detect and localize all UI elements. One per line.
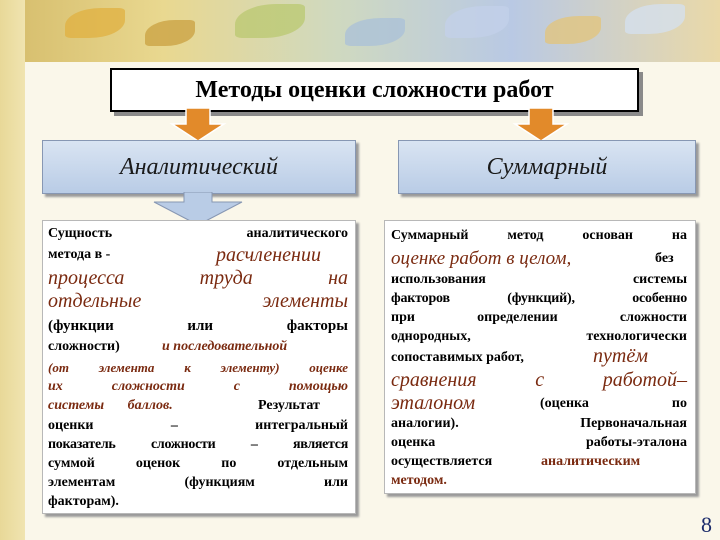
right-line-1: Суммарный метод основан на: [391, 228, 687, 243]
right-line-9: (оценка по: [540, 396, 687, 411]
left-line-11: показатель сложности – является: [48, 437, 348, 452]
arrow-down-right-icon: [511, 108, 571, 142]
page-title: Методы оценки сложности работ: [110, 68, 639, 112]
analytic-method-header: [42, 140, 356, 194]
decorative-banner: [25, 0, 720, 62]
left-line-9-result: Результат: [258, 398, 320, 413]
right-line-10: аналогии). Первоначальная: [391, 416, 687, 431]
right-line-6: однородных, технологически: [391, 329, 687, 344]
right-line-4: факторов (функций), особенно: [391, 291, 687, 306]
left-line-2: метода в -: [48, 247, 111, 262]
left-line-6: сложности): [48, 339, 120, 354]
right-line-13: методом.: [391, 473, 447, 488]
left-line-6-italic: и последовательной: [162, 339, 288, 354]
right-line-2: без: [655, 251, 674, 266]
left-line-13: элементам (функциям или: [48, 475, 348, 490]
background-strip: [0, 0, 25, 540]
right-line-11: оценка работы-эталона: [391, 435, 687, 450]
right-line-3: использования системы: [391, 272, 687, 287]
right-line-12-highlight: аналитическим: [541, 454, 641, 469]
left-line-3: процесса труда на: [48, 267, 348, 289]
right-line-7: сопоставимых работ,: [391, 350, 524, 365]
right-line-5: при определении сложности: [391, 310, 687, 325]
left-line-9: системы баллов.: [48, 398, 173, 413]
analytic-method-label: Аналитический: [119, 153, 279, 180]
right-line-12: осуществляется: [391, 454, 493, 469]
right-line-2-highlight: оценке работ в целом,: [391, 248, 572, 269]
left-line-10: оценки – интегральный: [48, 418, 348, 433]
left-line-1: Сущность аналитического: [48, 226, 348, 241]
left-line-5: (функции или факторы: [48, 318, 348, 334]
left-line-2-highlight: расчленении: [216, 244, 321, 266]
left-line-4: отдельные элементы: [48, 290, 348, 312]
right-line-9-highlight: эталоном: [391, 392, 476, 414]
right-line-7-highlight: путём: [593, 345, 648, 367]
arrow-down-left-icon: [168, 108, 228, 142]
summary-method-header: [398, 140, 696, 194]
right-line-8: сравнения с работой–: [391, 369, 687, 391]
left-line-12: суммой оценок по отдельным: [48, 456, 348, 471]
summary-method-label: Суммарный: [486, 153, 608, 180]
left-line-8: их сложности с помощью: [48, 379, 348, 394]
left-line-14: факторам).: [48, 494, 119, 509]
page-number: 8: [701, 512, 712, 537]
left-line-7: (от элемента к элементу) оценке: [48, 360, 348, 375]
